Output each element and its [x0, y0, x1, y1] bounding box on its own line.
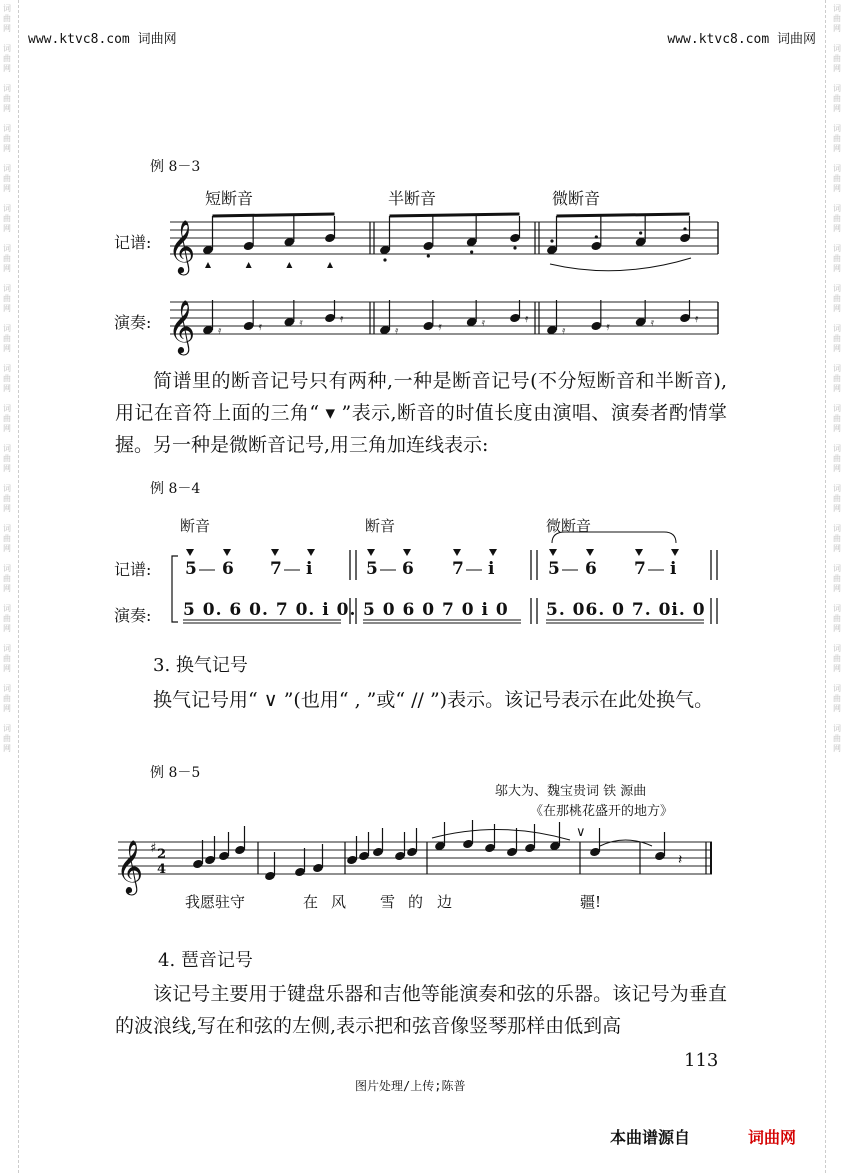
watermark-glyph-group: 词 曲 网 — [3, 644, 11, 673]
watermark-glyphs — [0, 4, 14, 754]
rest-symbol: 𝄿 — [438, 320, 442, 333]
note-head — [312, 863, 324, 874]
watermark-site: www.ktvc8.com — [667, 32, 770, 47]
watermark-glyph-group: 词 曲 网 — [3, 244, 11, 273]
staccatissimo-mark — [205, 262, 211, 268]
note-head — [524, 843, 536, 854]
jianpu-digit: 5 — [548, 559, 560, 579]
time-signature: 2 — [157, 847, 167, 862]
jianpu-group — [172, 532, 717, 624]
page-number: 113 — [684, 1050, 719, 1071]
section-title: 微断音 — [546, 517, 592, 535]
slur — [432, 829, 570, 840]
section-title: 断音 — [365, 517, 396, 535]
staccatissimo-mark — [286, 262, 292, 268]
note-head — [379, 325, 391, 336]
staccato-triangle — [635, 549, 643, 556]
staff-section-title: 微断音 — [552, 189, 601, 208]
lyric: 雪 — [380, 893, 396, 911]
example-label: 例 8－4 — [150, 481, 201, 497]
note-head — [635, 237, 647, 248]
watermark-glyph-group: 词 曲 网 — [833, 564, 841, 593]
note-head — [358, 851, 370, 862]
staccato-triangle — [186, 549, 194, 556]
paragraph: 简谱里的断音记号只有两种,一种是断音记号(不分短断音和半断音),用记在音符上面的三角“ ▾ ”表示,断音的时值长度由演唱、演奏者酌情掌握。另一种是微断音记号,用三角加连线表示: — [115, 370, 727, 456]
note-head — [506, 847, 518, 858]
right-dashed-border — [825, 0, 826, 1173]
watermark-glyph-group: 词 曲 网 — [833, 524, 841, 553]
watermark-glyph-group: 词 曲 网 — [3, 484, 11, 513]
lyric: 的 — [408, 893, 424, 911]
rest-symbol: 𝄿 — [650, 316, 655, 329]
performance-measure: 5 0. 6 0. 7 0. i 0. — [183, 600, 357, 620]
lyric: 我愿驻守 — [185, 893, 246, 911]
staccatissimo-mark — [246, 262, 252, 268]
watermark-glyph-group: 词 曲 网 — [833, 204, 841, 233]
slur — [550, 258, 691, 271]
staccato-dot — [513, 246, 516, 249]
tie — [600, 840, 652, 846]
watermark-glyph-group: 词 曲 网 — [3, 364, 11, 393]
watermark-glyph-group: 词 曲 网 — [833, 364, 841, 393]
watermark-glyph-group: 词 曲 网 — [833, 164, 841, 193]
note-head — [192, 859, 204, 870]
note-head — [379, 245, 391, 256]
note-head — [635, 317, 647, 328]
watermark-glyph-group: 词 曲 网 — [3, 84, 11, 113]
staccato-dot — [683, 227, 686, 230]
lyric: 风 — [331, 893, 347, 911]
watermark-glyph-group: 词 曲 网 — [833, 484, 841, 513]
watermark-glyph-group: 词 曲 网 — [3, 164, 11, 193]
staff-lines-group — [168, 214, 718, 355]
note-head — [546, 325, 558, 336]
watermark-glyph-group: 词 曲 网 — [833, 324, 841, 353]
rest-symbol: 𝄿 — [525, 312, 529, 325]
performance-measure: 5. 06. 0 7. 0i. 0 — [546, 600, 706, 620]
watermark-glyph-group: 词 曲 网 — [3, 44, 11, 73]
note-head — [590, 321, 602, 332]
staccato-triangle — [453, 549, 461, 556]
watermark-glyph-group: 词 曲 网 — [3, 4, 11, 33]
watermark-glyph-group: 词 曲 网 — [833, 84, 841, 113]
staff-section-title: 半断音 — [388, 189, 437, 208]
note-head — [509, 313, 521, 324]
watermark-glyph-group: 词 曲 网 — [833, 684, 841, 713]
row-label: 记谱: — [114, 560, 152, 579]
watermark-glyph-group: 词 曲 网 — [3, 564, 11, 593]
jianpu-digit: 7 — [270, 559, 282, 579]
brace — [172, 556, 178, 622]
watermark-site-name: 词曲网 — [137, 32, 177, 47]
staccato-triangle — [586, 549, 594, 556]
rest-symbol: 𝄿 — [481, 316, 486, 329]
note-head — [202, 245, 214, 256]
note-head — [590, 241, 602, 252]
paragraph: 该记号主要用于键盘乐器和吉他等能演奏和弦的乐器。该记号为垂直的波浪线,写在和弦的左侧,表示把和弦音像竖琴那样由低到高 — [115, 983, 727, 1037]
watermark-glyph-group: 词 曲 网 — [3, 204, 11, 233]
treble-clef: 𝄞 — [116, 839, 144, 893]
watermark-glyph-group: 词 曲 网 — [833, 4, 841, 33]
staccato-triangle — [549, 549, 557, 556]
lyric: 在 — [303, 893, 319, 911]
staff-lines-group — [116, 820, 712, 895]
header-left-watermark — [28, 28, 177, 47]
watermark-glyph-group: 词 曲 网 — [833, 444, 841, 473]
note-head — [546, 245, 558, 256]
jianpu-digit: 5 — [366, 559, 378, 579]
watermark-glyph-group: 词 曲 网 — [3, 524, 11, 553]
jianpu-digit: i — [670, 559, 677, 579]
watermark-glyph-group: 词 曲 网 — [833, 244, 841, 273]
watermark-glyph-group: 词 曲 网 — [833, 604, 841, 633]
staccato-triangle — [307, 549, 315, 556]
example-label: 例 8－5 — [150, 765, 201, 781]
row-label: 演奏: — [114, 313, 152, 332]
watermark-glyph-group: 词 曲 网 — [3, 444, 11, 473]
watermark-site-name: 词曲网 — [776, 32, 816, 47]
note-head — [204, 855, 216, 866]
rest-symbol: 𝄿 — [606, 320, 610, 333]
lyric: 疆! — [580, 893, 602, 911]
footer-brand[interactable]: 词曲网 — [748, 1128, 797, 1147]
footer-source-note: 本曲谱源自 — [610, 1128, 691, 1147]
note-head — [422, 321, 434, 332]
watermark-glyph-group: 词 曲 网 — [3, 724, 11, 753]
watermark-glyph-group: 词 曲 网 — [3, 324, 11, 353]
watermark-glyph-group: 词 曲 网 — [833, 644, 841, 673]
rest-symbol: 𝄽 — [678, 852, 683, 868]
staccato-triangle — [671, 549, 679, 556]
jianpu-digit: 6 — [585, 559, 597, 579]
staccato-triangle — [489, 549, 497, 556]
performance-measure: 5 0 6 0 7 0 i 0 — [363, 600, 509, 620]
note-head — [324, 233, 336, 244]
watermark-glyph-group: 词 曲 网 — [3, 124, 11, 153]
jianpu-digit: i — [488, 559, 495, 579]
note-head — [324, 313, 336, 324]
staccato-dot — [595, 235, 598, 238]
note-head — [218, 851, 230, 862]
jianpu-digit: 6 — [222, 559, 234, 579]
rest-symbol: 𝄿 — [340, 312, 344, 325]
note-head — [422, 241, 434, 252]
song-title: 《在那桃花盛开的地方》 — [530, 804, 674, 819]
note-head — [509, 233, 521, 244]
note-head — [234, 845, 246, 856]
right-watermark-strip — [830, 0, 844, 764]
note-head — [243, 321, 255, 332]
section-heading: 4. 琶音记号 — [158, 950, 253, 971]
staccato-dot — [383, 258, 386, 261]
watermark-glyph-group: 词 曲 网 — [833, 124, 841, 153]
breath-mark: ∨ — [576, 825, 586, 840]
treble-clef: 𝄞 — [168, 219, 196, 273]
note-head — [679, 313, 691, 324]
watermark-glyph-group: 词 曲 网 — [833, 44, 841, 73]
note-head — [466, 237, 478, 248]
footer-credit: 图片处理/上传;陈普 — [355, 1079, 466, 1093]
note-head — [466, 317, 478, 328]
header-right-watermark — [667, 28, 816, 47]
staccato-triangle — [223, 549, 231, 556]
lyric: 边 — [437, 893, 453, 911]
jianpu-digit: 6 — [402, 559, 414, 579]
note-head — [372, 847, 384, 858]
beam — [390, 214, 520, 216]
note-head — [484, 843, 496, 854]
left-watermark-strip — [0, 0, 14, 764]
note-head — [434, 841, 446, 852]
section-heading: 3. 换气记号 — [153, 655, 248, 676]
staccato-triangle — [403, 549, 411, 556]
jianpu-digit: 5 — [185, 559, 197, 579]
staccato-dot — [550, 239, 553, 242]
rest-symbol: 𝄿 — [218, 324, 222, 337]
rest-symbol: 𝄿 — [299, 316, 303, 329]
note-head — [264, 871, 276, 882]
note-head — [406, 847, 418, 858]
staff-section-title: 短断音 — [205, 189, 254, 208]
note-head — [294, 867, 306, 878]
staccato-triangle — [271, 549, 279, 556]
watermark-glyph-group: 词 曲 网 — [3, 604, 11, 633]
rest-symbol: 𝄿 — [258, 320, 263, 333]
note-head — [243, 241, 255, 252]
note-head — [346, 855, 358, 866]
note-head — [589, 847, 601, 858]
note-head — [549, 841, 561, 852]
note-head — [462, 839, 474, 850]
watermark-glyph-group: 词 曲 网 — [3, 404, 11, 433]
key-signature: ♯ — [150, 841, 157, 856]
jianpu-digit: i — [306, 559, 313, 579]
note-head — [283, 317, 295, 328]
row-label: 记谱: — [114, 233, 152, 252]
note-head — [283, 237, 295, 248]
treble-clef: 𝄞 — [168, 299, 196, 353]
note-head — [679, 233, 691, 244]
staccato-triangle — [367, 549, 375, 556]
watermark-glyph-group: 词 曲 网 — [3, 684, 11, 713]
rest-symbol: 𝄿 — [395, 324, 399, 337]
note-head — [202, 325, 214, 336]
watermark-glyph-group: 词 曲 网 — [833, 284, 841, 313]
beam — [557, 214, 690, 216]
rest-symbol: 𝄿 — [562, 324, 566, 337]
time-signature: 4 — [157, 862, 167, 877]
song-credit: 邬大为、魏宝贵词 铁 源曲 — [495, 784, 647, 799]
watermark-glyphs — [830, 4, 844, 754]
note-head — [654, 851, 666, 862]
watermark-glyph-group: 词 曲 网 — [833, 724, 841, 753]
staccato-dot — [427, 254, 430, 257]
left-dashed-border — [18, 0, 19, 1173]
beam — [213, 214, 335, 216]
section-title: 断音 — [180, 517, 211, 535]
staccatissimo-mark — [327, 262, 333, 268]
row-label: 演奏: — [114, 606, 152, 625]
jianpu-digit: 7 — [452, 559, 464, 579]
note-head — [394, 851, 406, 862]
staccato-dot — [639, 231, 642, 234]
example-label: 例 8－3 — [150, 159, 201, 175]
staccato-dot — [470, 250, 473, 253]
watermark-glyph-group: 词 曲 网 — [3, 284, 11, 313]
watermark-site: www.ktvc8.com — [28, 32, 130, 47]
jianpu-digit: 7 — [634, 559, 646, 579]
paragraph: 换气记号用“ ∨ ”(也用“ , ”或“ // ”)表示。该记号表示在此处换气。 — [153, 689, 714, 711]
watermark-glyph-group: 词 曲 网 — [833, 404, 841, 433]
rest-symbol: 𝄿 — [695, 312, 699, 325]
